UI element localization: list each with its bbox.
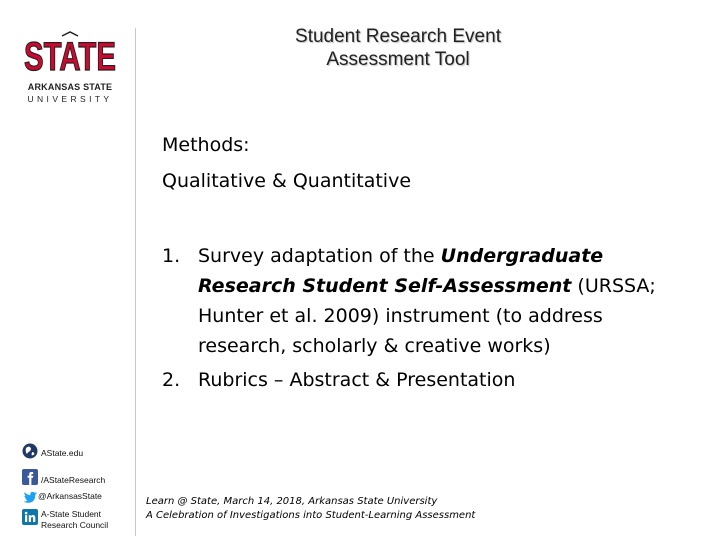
title-line-1: Student Research Event (295, 26, 501, 47)
list-item (162, 241, 682, 361)
list-item-prefix: Survey adaptation of the (198, 245, 441, 267)
globe-icon (22, 443, 38, 459)
social-text-facebook: /AStateResearch (41, 475, 106, 485)
twitter-icon (22, 489, 38, 505)
list-item-text: Rubrics – Abstract & Presentation (198, 369, 516, 391)
linkedin-icon (22, 509, 38, 525)
slide-footer (146, 495, 626, 523)
social-row-web[interactable] (22, 443, 83, 459)
social-text-linkedin: A-State Student Research Council (41, 509, 109, 530)
facebook-icon (22, 469, 38, 485)
footer-line-2: A Celebration of Investigations into Student-Learning Assessment (146, 510, 476, 521)
logo-line-1: ARKANSAS STATE (27, 82, 113, 92)
social-text-web: AState.edu (41, 448, 84, 458)
list-item-suffix: (URSSA; Hunter et al. 2009) instrument (to address research, scholarly & creative works) (198, 275, 656, 357)
list-item-emphasis: Undergraduate Research Student Self-Assessment (198, 245, 604, 297)
slide-title (248, 25, 548, 71)
list-number: 2. (162, 369, 181, 391)
list-number: 1. (162, 245, 181, 267)
social-row-facebook[interactable] (22, 469, 105, 486)
title-line-2: Assessment Tool (326, 49, 470, 70)
vertical-divider (135, 28, 136, 536)
social-row-twitter[interactable] (22, 489, 102, 505)
arkansas-state-logo (20, 30, 120, 106)
logo-line-2: UNIVERSITY (27, 94, 113, 104)
methods-value: Qualitative & Quantitative (162, 170, 412, 192)
methods-label: Methods: (162, 134, 250, 156)
social-text-twitter: @ArkansasState (38, 491, 102, 501)
methods-list (162, 241, 682, 395)
footer-line-1: Learn @ State, March 14, 2018, Arkansas State University (146, 496, 438, 507)
logo-wordmark-text: STATE (24, 35, 116, 79)
logo-wordmark (22, 32, 118, 79)
social-row-linkedin[interactable] (22, 509, 121, 531)
slide-body (162, 127, 682, 399)
list-item (162, 365, 682, 395)
list-item-text (198, 245, 656, 357)
